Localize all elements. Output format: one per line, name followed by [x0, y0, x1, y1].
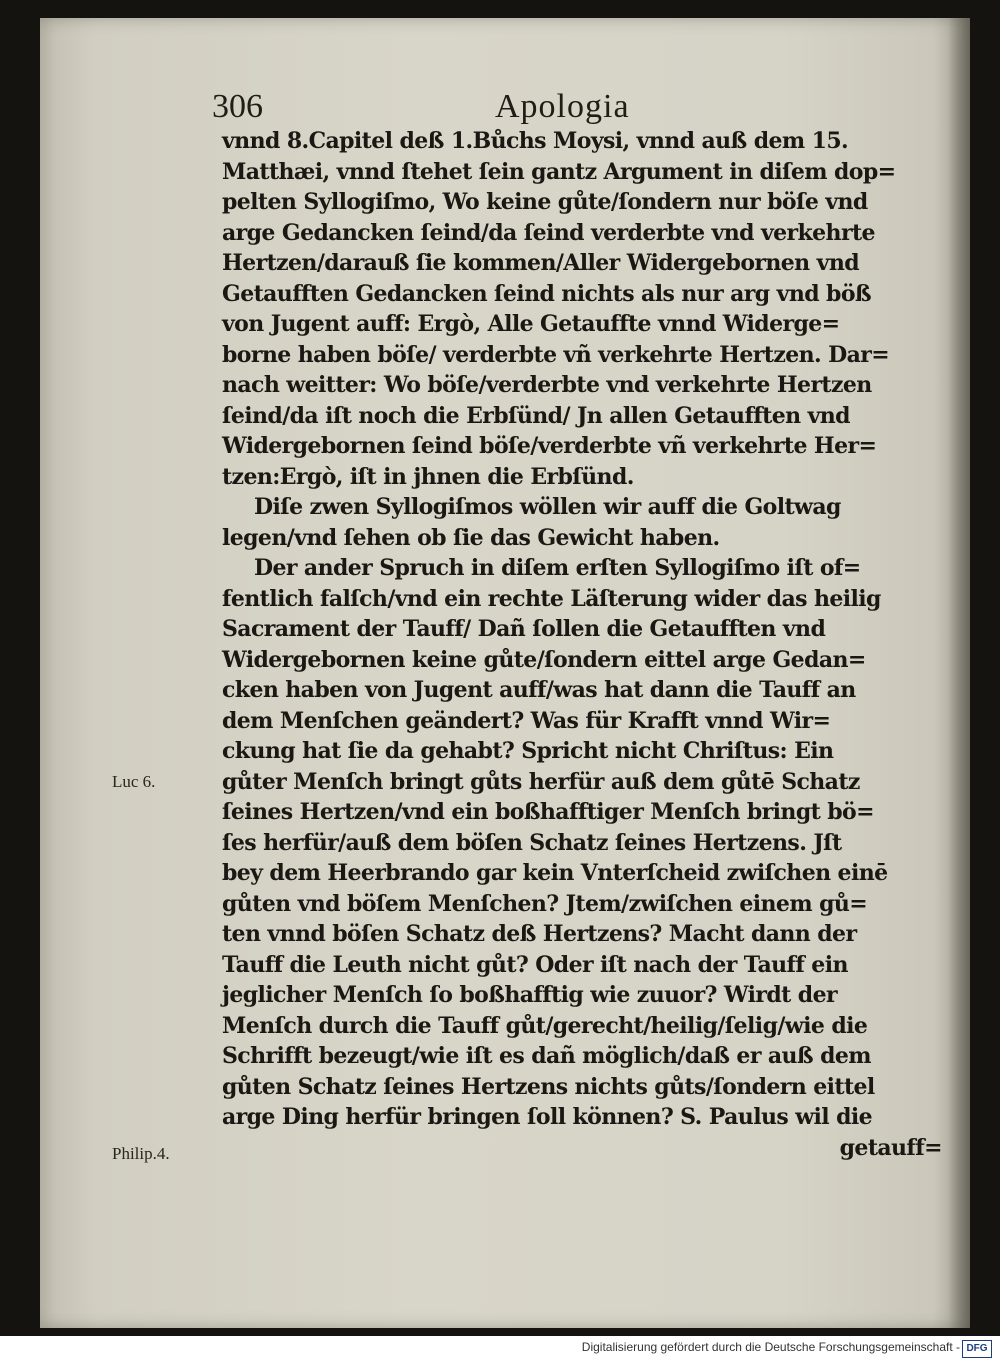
text-line: pelten Syllogiſmo, Wo keine gůte/ſondern nur böſe vnd	[222, 189, 868, 215]
text-line: bey dem Heerbrando gar kein Vnterſcheid zwiſchen einē	[222, 860, 888, 886]
text-line: ſes herfür/auß dem böſen Schatz ſeines Hertzens. Jſt	[222, 829, 842, 856]
text-line: ſeines Hertzen/vnd ein boßhafftiger Menſch bringt bö=	[222, 799, 874, 825]
text-line: nach weitter: Wo böſe/verderbte vnd verkehrte Hertzen	[222, 372, 872, 398]
text-line: Sacrament der Tauff/ Dañ ſollen die Getaufften vnd	[222, 616, 826, 642]
text-line: jeglicher Menſch ſo boßhafftig wie zuuor? Wirdt der	[222, 982, 837, 1008]
text-line: gůten vnd böſem Menſchen? Jtem/zwiſchen einem gů=	[222, 890, 868, 917]
catchword: getauff=	[839, 1134, 942, 1161]
text-line: ckung hat ſie da gehabt? Spricht nicht Chriſtus: Ein	[222, 738, 834, 764]
margin-note-philip: Philip.4.	[112, 1144, 170, 1163]
text-line: Tauff die Leuth nicht gůt? Oder iſt nach der Tauff ein	[222, 951, 848, 978]
text-line: gůter Menſch bringt gůts herfür auß dem gůtē Schatz	[222, 768, 860, 795]
text-line: tzen:Ergò, iſt in jhnen die Erbſünd.	[222, 463, 634, 490]
footer-credit: Digitalisierung gefördert durch die Deutsche Forschungsgemeinschaft -	[581, 1340, 960, 1354]
text-line: fentlich falſch/vnd ein rechte Läſterung wider das heilig	[222, 585, 881, 612]
text-line: arge Ding herfür bringen ſoll können? S. Paulus wil die	[222, 1104, 873, 1130]
text-line: arge Gedancken ſeind/da ſeind verderbte vnd verkehrte	[222, 219, 875, 246]
dfg-logo-icon: DFG	[962, 1340, 992, 1358]
text-line: Diſe zwen Syllogiſmos wöllen wir auff die Goltwag	[254, 494, 841, 520]
text-line: von Jugent auff: Ergò, Alle Getauffte vnnd Widerge=	[222, 311, 840, 337]
text-line: Matthæi, vnnd ſtehet ſein gantz Argument in diſem dop=	[222, 158, 896, 185]
body-text	[222, 126, 942, 1163]
text-line: Widergebornen keine gůte/ſondern eittel arge Gedan=	[222, 646, 866, 673]
text-line: Hertzen/darauß ſie kommen/Aller Widergebornen vnd	[222, 250, 860, 276]
text-line: gůten Schatz ſeines Hertzens nichts gůts/ſondern eittel	[222, 1073, 875, 1100]
digitization-footer	[0, 1336, 1000, 1361]
text-line: legen/vnd ſehen ob ſie das Gewicht haben.	[222, 524, 720, 551]
text-line: Getaufften Gedancken ſeind nichts als nur arg vnd böß	[222, 280, 872, 307]
text-line: Schrifft bezeugt/wie iſt es dañ möglich/daß er auß dem	[222, 1043, 871, 1069]
text-line: ſeind/da iſt noch die Erbſünd/ Jn allen Getaufften vnd	[222, 402, 850, 429]
page-edge-shadow	[948, 18, 970, 1328]
book-page	[40, 18, 970, 1328]
text-line: Widergebornen ſeind böſe/verderbte vñ verkehrte Her=	[222, 433, 877, 459]
text-line: vnnd 8.Capitel deß 1.Bůchs Moysi, vnnd auß dem 15.	[222, 128, 849, 154]
margin-note-luc: Luc 6.	[112, 772, 156, 791]
page-number: 306	[212, 88, 263, 125]
text-line: dem Menſchen geändert? Was für Krafft vnnd Wir=	[222, 707, 831, 734]
text-line: Der ander Spruch in diſem erſten Syllogiſmo iſt of=	[254, 555, 861, 581]
text-line: ten vnnd böſen Schatz deß Hertzens? Macht dann der	[222, 921, 857, 947]
text-line: borne haben böſe/ verderbte vñ verkehrte Hertzen. Dar=	[222, 341, 890, 368]
running-head: Apologia	[495, 88, 630, 125]
text-line: Menſch durch die Tauff gůt/gerecht/heilig/ſelig/wie die	[222, 1012, 868, 1039]
text-line: cken haben von Jugent auff/was hat dann die Tauff an	[222, 677, 856, 703]
